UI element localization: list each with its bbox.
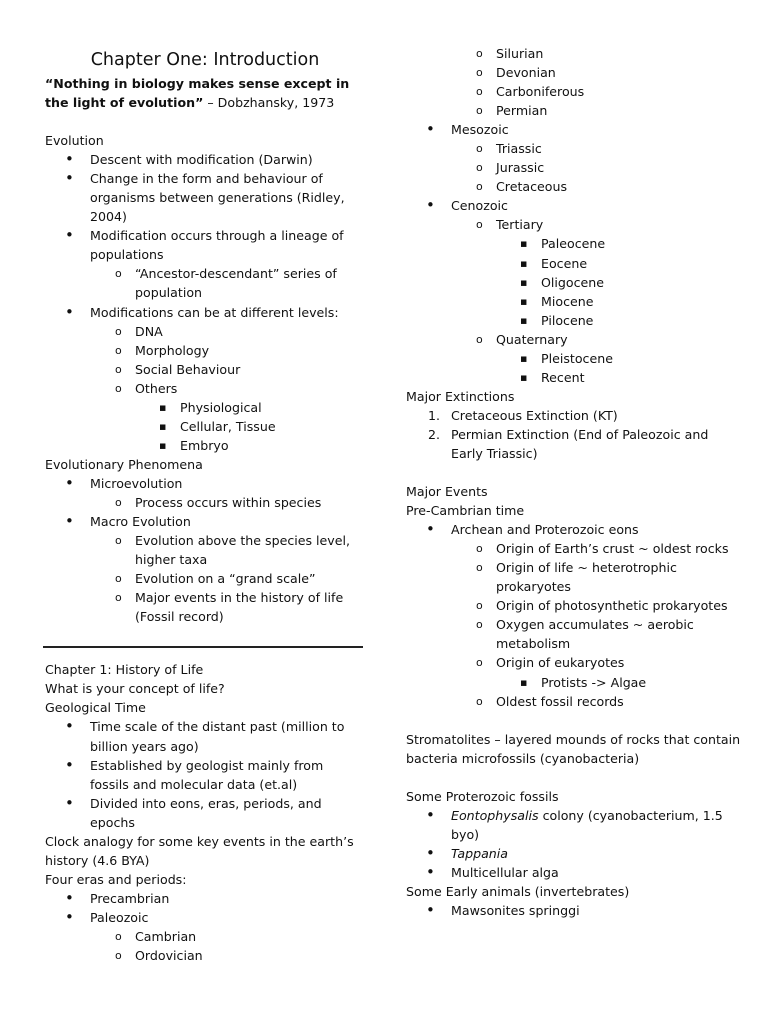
list-item xyxy=(406,406,741,425)
list-item: o Quaternary xyxy=(406,330,741,349)
quote-text: “Nothing in biology makes sense except in the light of evolution” xyxy=(45,76,350,111)
list-number: 2. xyxy=(428,426,441,442)
list-item: ▪ Physiological xyxy=(45,398,365,417)
proterozoic-list xyxy=(406,806,741,882)
quote xyxy=(45,74,365,112)
list-item: • Tappania xyxy=(406,844,741,863)
list-item: ▪ Pilocene xyxy=(406,311,741,330)
list-item: o DNA xyxy=(45,322,365,341)
list-item: o Silurian xyxy=(406,44,741,63)
list-item: ▪ Cellular, Tissue xyxy=(45,417,365,436)
lineage-pre: Modification occurs through a xyxy=(90,228,282,244)
list-item: ▪ Protists -> Algae xyxy=(406,673,741,692)
species-detail: colony (cyanobacterium, 1.5 byo) xyxy=(451,807,723,842)
list-item xyxy=(406,425,741,463)
list-item: • Change in the form and behaviour of organisms between generations (Ridley, 2004) xyxy=(45,169,365,226)
list-item xyxy=(406,806,741,844)
proterozoic-fossils-heading: Some Proterozoic fossils xyxy=(406,788,559,804)
list-item: o Origin of eukaryotes xyxy=(406,653,741,672)
section-divider xyxy=(43,646,363,648)
geological-time-heading: Geological Time xyxy=(45,700,146,716)
list-text: Permian Extinction (End of Paleozoic and Early Triassic) xyxy=(451,426,709,461)
events-list xyxy=(406,520,741,710)
list-item: • Macro Evolution xyxy=(45,512,365,531)
list-item: o Tertiary xyxy=(406,215,741,234)
precambrian-time-heading: Pre-Cambrian time xyxy=(406,503,525,519)
major-events-heading: Major Events xyxy=(406,484,488,500)
list-item: o Major events in the history of life (Fossil record) xyxy=(45,588,365,626)
list-item: ▪ Pleistocene xyxy=(406,349,741,368)
list-item: • Descent with modification (Darwin) xyxy=(45,150,365,169)
list-item: • Mesozoic xyxy=(406,120,741,139)
list-item: o Morphology xyxy=(45,341,365,360)
list-item: • Microevolution xyxy=(45,474,365,493)
list-item: o Process occurs within species xyxy=(45,493,365,512)
list-item: • Paleozoic xyxy=(45,908,365,927)
lineage-post: of populations xyxy=(90,228,344,263)
list-item: o Evolution on a “grand scale” xyxy=(45,569,365,588)
list-item: o Jurassic xyxy=(406,158,741,177)
list-item: o Permian xyxy=(406,101,741,120)
list-item: o Others xyxy=(45,379,365,398)
clock-analogy: Clock analogy for some key events in the earth’s history (4.6 BYA) xyxy=(45,833,354,868)
chapter1-heading: Chapter 1: History of Life xyxy=(45,662,204,678)
species-name: Eontophysalis xyxy=(451,807,539,823)
list-item: o Oxygen accumulates ~ aerobic metabolism xyxy=(406,615,741,653)
eras-list xyxy=(45,889,365,965)
list-item: o Ordovician xyxy=(45,946,365,965)
phenomena-list xyxy=(45,474,365,626)
list-item: • Multicellular alga xyxy=(406,863,741,882)
list-item: ▪ Embryo xyxy=(45,436,365,455)
page-title: Chapter One: Introduction xyxy=(90,50,320,70)
periods-list xyxy=(406,44,741,387)
list-item: o Oldest fossil records xyxy=(406,692,741,711)
list-item: ▪ Recent xyxy=(406,368,741,387)
list-item: o Origin of Earth’s crust ~ oldest rocks xyxy=(406,539,741,558)
list-item: o Cambrian xyxy=(45,927,365,946)
evolution-list xyxy=(45,150,365,455)
chapter1-question: What is your concept of life? xyxy=(45,681,225,697)
list-item: • Precambrian xyxy=(45,889,365,908)
geological-time-list xyxy=(45,717,365,831)
extinctions-list xyxy=(406,406,741,463)
extinctions-heading: Major Extinctions xyxy=(406,388,515,404)
early-animals-list xyxy=(406,901,741,920)
list-item: o Origin of life ~ heterotrophic prokaryotes xyxy=(406,558,741,596)
list-item: • Established by geologist mainly from fossils and molecular data (et.al) xyxy=(45,756,365,794)
phenomena-heading: Evolutionary Phenomena xyxy=(45,456,203,472)
list-item: • Divided into eons, eras, periods, and epochs xyxy=(45,794,365,832)
early-animals-heading: Some Early animals (invertebrates) xyxy=(406,883,630,899)
list-item: o Devonian xyxy=(406,63,741,82)
eras-heading: Four eras and periods: xyxy=(45,871,187,887)
list-item: • Archean and Proterozoic eons xyxy=(406,520,741,539)
list-item: • Cenozoic xyxy=(406,196,741,215)
list-item: o Triassic xyxy=(406,139,741,158)
right-column xyxy=(406,44,741,920)
list-item: o Evolution above the species level, higher taxa xyxy=(45,531,365,569)
list-item: ▪ Oligocene xyxy=(406,273,741,292)
lineage-word: lineage xyxy=(281,228,328,244)
list-item: o Cretaceous xyxy=(406,177,741,196)
list-number: 1. xyxy=(428,407,441,423)
left-column xyxy=(45,44,365,965)
list-item: o “Ancestor-descendant” series of population xyxy=(45,264,365,302)
quote-attribution: – Dobzhansky, 1973 xyxy=(203,95,335,111)
list-item: o Origin of photosynthetic prokaryotes xyxy=(406,596,741,615)
stromatolites-text: Stromatolites – layered mounds of rocks that contain bacteria microfossils (cyanobacteria) xyxy=(406,731,741,766)
list-item: ▪ Miocene xyxy=(406,292,741,311)
evolution-heading: Evolution xyxy=(45,133,104,149)
list-item xyxy=(45,226,365,264)
list-item: o Social Behaviour xyxy=(45,360,365,379)
list-item: ▪ Eocene xyxy=(406,254,741,273)
list-item: • Time scale of the distant past (million to billion years ago) xyxy=(45,717,365,755)
list-item: • Mawsonites springgi xyxy=(406,901,741,920)
list-item: • Modifications can be at different levels: xyxy=(45,303,365,322)
list-item: ▪ Paleocene xyxy=(406,234,741,253)
list-text: Cretaceous Extinction (KT) xyxy=(451,407,618,423)
list-item: o Carboniferous xyxy=(406,82,741,101)
